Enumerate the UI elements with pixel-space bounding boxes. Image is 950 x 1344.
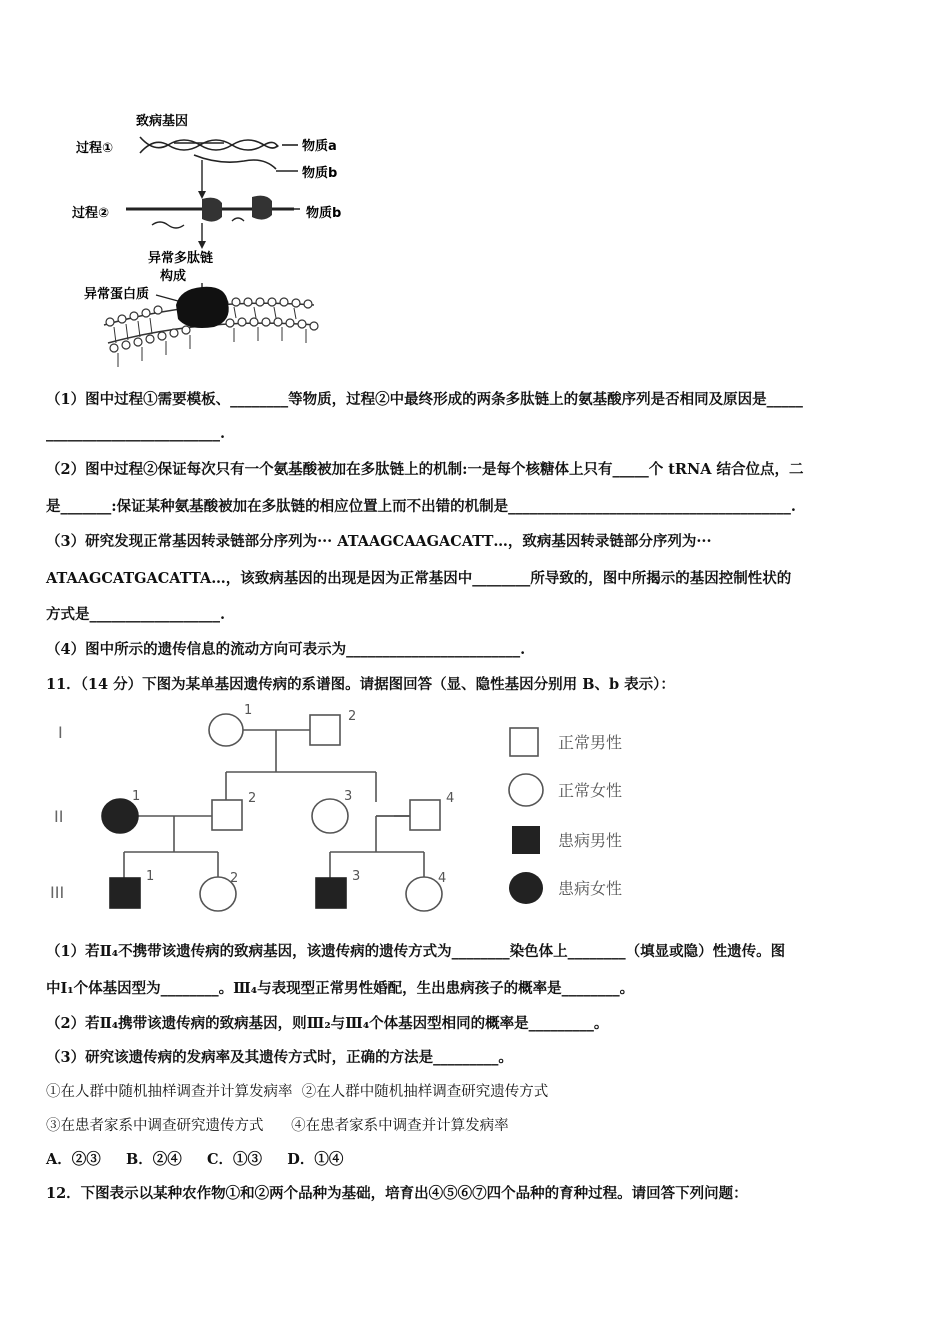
q10-part2-line2: 是_______:保证某种氨基酸被加在多肽链的相应位置上而不出错的机制是_______________________________________. [46,498,796,515]
num-II-3: 3 [344,789,353,804]
q10-part4-line1: （4）图中所示的遗传信息的流动方向可表示为________________________. [46,641,526,658]
q11-part3: （3）研究该遗传病的发病率及其遗传方式时，正确的方法是_________。 [46,1049,513,1066]
q11-options-line2: ③在患者家系中调查研究遗传方式 ④在患者家系中调查并计算发病率 [46,1118,509,1134]
legend-normal-male-symbol [510,728,538,756]
q10-part3-line1: （3）研究发现正常基因转录链部分序列为··· ATAAGCAAGACATT…，致病基因转录链部分序列为··· [46,533,712,550]
ribosome-1 [202,198,222,222]
fig1-label-process2: 过程② [72,206,110,221]
II-4-normal-male [410,800,440,830]
II-3-normal-female [312,799,348,833]
q10-part1-line1: （1）图中过程①需要模板、________等物质，过程②中最终形成的两条多肽链上的氨基酸序列是否相同及原因是_____ [46,391,803,408]
fig1-label-gene: 致病基因 [136,114,189,129]
num-III-1: 1 [146,869,155,884]
q11-part1-line1: （1）若Ⅱ₄不携带该遗传病的致病基因，该遗传病的遗传方式为________染色体上________（填显或隐）性遗传。图 [46,943,786,960]
q10-part1-line2: ________________________. [46,425,226,442]
q11-part2: （2）若Ⅱ₄携带该遗传病的致病基因，则Ⅲ₂与Ⅲ₄个体基因型相同的概率是_________。 [46,1015,609,1032]
legend-affected-female-label: 患病女性 [558,879,623,898]
q12-title: 12．下图表示以某种农作物①和②两个品种为基础，培育出④⑤⑥⑦四个品种的育种过程。请回答下列问题： [46,1185,748,1202]
fig1-label-composes: 构成 [160,269,187,284]
generation-label-2: II [54,807,64,826]
legend-normal-female-symbol [509,774,543,806]
III-3-affected-male [316,878,346,908]
q10-part3-line3: 方式是__________________. [46,606,226,623]
generation-label-1: I [58,723,63,742]
num-II-1: 1 [132,789,141,804]
fig1-label-abnormal-protein: 异常蛋白质 [84,287,150,302]
dna-helix [140,137,278,169]
gene-expression-figure [44,105,364,370]
fig1-label-substance-b2: 物质b [306,206,342,221]
II-1-affected-female [102,799,138,833]
q11-options-line1: ①在人群中随机抽样调查并计算发病率 ②在人群中随机抽样调查研究遗传方式 [46,1084,549,1100]
num-III-4: 4 [438,871,447,886]
num-II-4: 4 [446,791,455,806]
abnormal-protein-blob [176,287,229,328]
III-4-normal-female [406,877,442,911]
num-I-2: 2 [348,709,357,724]
num-III-2: 2 [230,871,239,886]
fig1-label-process1: 过程① [76,141,114,156]
q11-part1-line2: 中Ⅰ₁个体基因型为________。Ⅲ₄与表现型正常男性婚配，生出患病孩子的概率是________。 [46,980,635,997]
fig1-label-abnormal-chain: 异常多肽链 [148,251,214,266]
fig1-label-substance-b1: 物质b [302,166,338,181]
num-III-3: 3 [352,869,361,884]
q10-part3-line2: ATAAGCATGACATTA…，该致病基因的出现是因为正常基因中________所导致的，图中所揭示的基因控制性状的 [46,570,792,587]
I-1-normal-female [209,714,243,746]
legend-affected-male-symbol [512,826,540,854]
legend-affected-male-label: 患病男性 [558,831,623,850]
legend-normal-female-label: 正常女性 [558,781,623,800]
I-2-normal-male [310,715,340,745]
ribosome-2 [252,196,272,220]
II-2-normal-male [212,800,242,830]
fig1-label-substance-a: 物质a [302,139,337,154]
num-II-2: 2 [248,791,257,806]
q11-choices: A．②③ B．②④ C．①③ D．①④ [46,1151,344,1168]
num-I-1: 1 [244,703,253,718]
legend-affected-female-symbol [509,872,543,904]
q10-part2-line1: （2）图中过程②保证每次只有一个氨基酸被加在多肽链上的机制:一是每个核糖体上只有_____个 tRNA 结合位点，二 [46,461,804,478]
III-1-affected-male [110,878,140,908]
q11-title: 11．（14 分）下图为某单基因遗传病的系谱图。请据图回答（显、隐性基因分别用 B、b 表示）： [46,676,675,693]
generation-label-3: III [50,883,65,902]
pedigree-chart [40,700,660,920]
legend-normal-male-label: 正常男性 [558,733,623,752]
